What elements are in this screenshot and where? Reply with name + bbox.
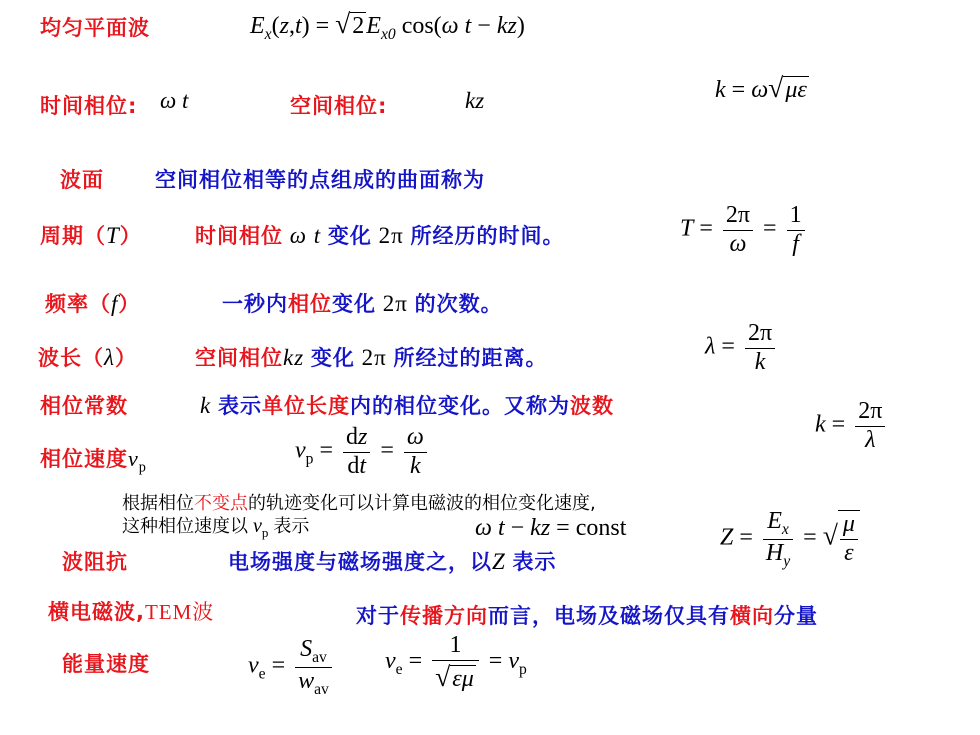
term-energy-velocity: 能量速度: [62, 652, 150, 676]
formula-impedance: Z = $\frac{E_x}{H_y}$ = √ $\frac{\mu}{\varepsilon}$: [720, 508, 860, 570]
formula-k-relation: k = ω√με: [715, 72, 807, 103]
formula-phase-velocity: $v_p$ = $\frac{dz}{dt}$ = $\frac{\omega}{k}$: [295, 424, 431, 480]
space-phase-label: 空间相位:: [290, 94, 388, 118]
term-uniform-plane-wave: 均匀平面波: [40, 16, 150, 40]
time-phase-label: 时间相位:: [40, 94, 138, 118]
term-period: 周期（T）: [40, 223, 142, 248]
desc-phase-constant: k 表示单位长度内的相位变化。又称为波数: [200, 393, 614, 418]
term-phase-constant: 相位常数: [40, 394, 128, 418]
formula-plane-wave: $E_x(z,t) = √2E_{x0}$ cos(ω t − kz): [250, 8, 525, 43]
term-frequency: 频率（f）: [45, 291, 141, 316]
desc-wavelength: 空间相位kz 变化 2π 所经过的距离。: [195, 345, 548, 370]
term-tem-wave: 横电磁波,TEM波: [48, 600, 215, 624]
formula-energy-velocity-1: $v_e$ = $\frac{S_{av}}{w_{av}}$: [248, 636, 336, 698]
desc-frequency: 一秒内相位变化 2π 的次数。: [222, 291, 503, 316]
desc-wave-impedance: 电场强度与磁场强度之，以Z 表示: [228, 549, 557, 574]
desc-period: 时间相位 ω t 变化 2π 所经历的时间。: [195, 223, 565, 248]
formula-energy-velocity-2: $v_e$ = $\frac{1}{√\varepsilon\mu}$ = $v_p$: [385, 632, 527, 692]
space-phase-expr: kz: [465, 88, 485, 113]
note-line-1: 根据相位不变点的轨迹变化可以计算电磁波的相位变化速度,: [122, 493, 596, 514]
formula-wavelength: λ = $\frac{2\pi}{k}$: [705, 320, 779, 376]
note-line-2: 这种相位速度以 $v_p$ 表示: [122, 515, 310, 540]
time-phase-expr: ω t: [160, 88, 189, 113]
formula-k-wavenumber: k = $\frac{2\pi}{\lambda}$: [815, 398, 889, 454]
desc-wavefront: 空间相位相等的点组成的曲面称为: [155, 168, 485, 192]
formula-constant-phase: ω t − kz = const: [475, 515, 627, 541]
term-wave-impedance: 波阻抗: [62, 550, 128, 574]
term-wavelength: 波长（λ）: [38, 345, 137, 370]
term-wavefront: 波面: [60, 168, 104, 192]
desc-tem-wave: 对于传播方向而言，电场及磁场仅具有横向分量: [356, 604, 818, 628]
formula-period: T = $\frac{2\pi}{\omega}$ = $\frac{1}{f}$: [680, 202, 809, 258]
term-phase-velocity: 相位速度$v_p$: [40, 446, 147, 476]
